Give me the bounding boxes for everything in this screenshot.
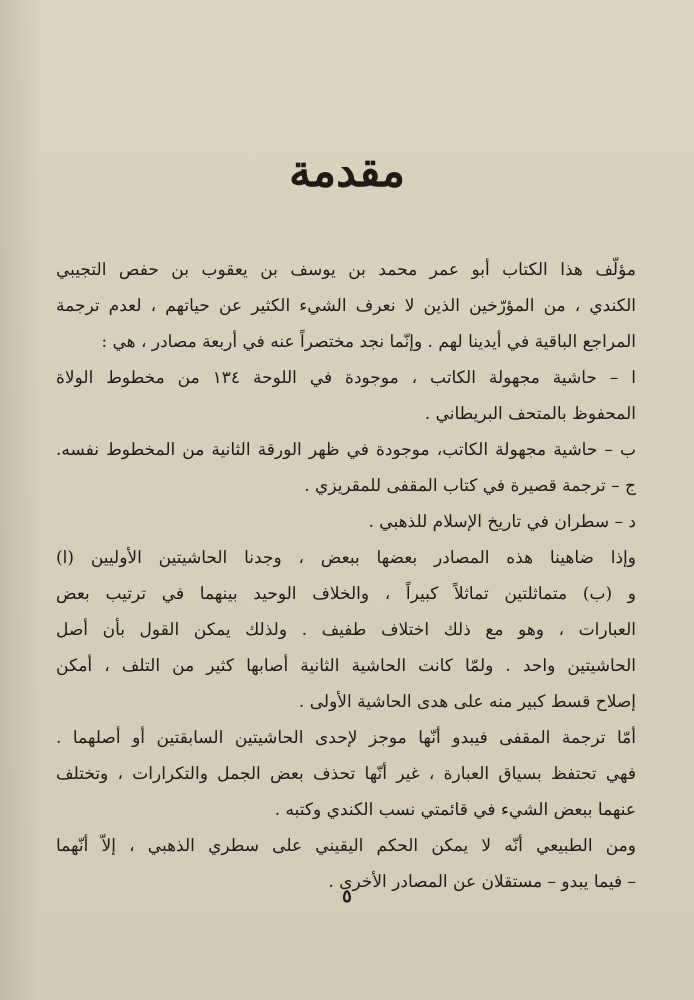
list-item-b: ب – حاشية مجهولة الكاتب، موجودة في ظهر الورقة الثانية من المخطوط نفسه. xyxy=(56,440,636,460)
text-line: ومن الطبيعي أنّه لا يمكن الحكم اليقيني على سطري الذهبي ، إلاّ أنّهما xyxy=(56,836,636,856)
text-line: عنهما ببعض الشيء في قائمتي نسب الكندي وكتبه . xyxy=(274,800,636,820)
page-number: ٥ xyxy=(342,886,352,907)
list-item-c: ج – ترجمة قصيرة في كتاب المقفى للمقريزي . xyxy=(304,476,636,496)
text-line: المراجع الباقية في أيدينا لهم . وإنّما نجد مختصراً عنه في أربعة مصادر ، هي : xyxy=(101,332,636,352)
text-line: الحاشيتين واحد . ولمّا كانت الحاشية الثانية أصابها كثير من التلف ، أمكن xyxy=(56,656,636,676)
text-line: الكندي ، من المؤرّخين الذين لا نعرف الشيء الكثير عن حياتهم ، لعدم ترجمة xyxy=(56,296,636,316)
list-item-d: د – سطران في تاريخ الإسلام للذهبي . xyxy=(368,512,636,532)
text-line: فهي تحتفظ بسياق العبارة ، غير أنّها تحذف بعض الجمل والتكرارات ، وتختلف xyxy=(56,764,636,784)
text-line: – فيما يبدو – مستقلان عن المصادر الأخرى . xyxy=(328,872,636,892)
list-item-a-continued: المحفوظ بالمتحف البريطاني . xyxy=(424,404,636,424)
text-line: العبارات ، وهو مع ذلك اختلاف طفيف . ولذلك يمكن القول بأن أصل xyxy=(56,620,636,640)
list-item-a: ا – حاشية مجهولة الكاتب ، موجودة في اللوحة ١٣٤ من مخطوط الولاة xyxy=(56,368,636,388)
text-line: وإذا ضاهينا هذه المصادر بعضها ببعض ، وجدنا الحاشيتين الأوليين (ا) xyxy=(56,548,636,568)
text-body xyxy=(56,252,636,900)
text-line: و (ب) متماثلتين تماثلاً كبيراً ، والخلاف الوحيد بينهما في ترتيب بعض xyxy=(56,584,636,604)
text-line: أمّا ترجمة المقفى فيبدو أنّها موجز لإحدى الحاشيتين السابقتين أو أصلهما . xyxy=(56,728,636,748)
page-title: مقدمة xyxy=(288,146,406,197)
text-line: مؤلّف هذا الكتاب أبو عمر محمد بن يوسف بن يعقوب بن حفص التجيبي xyxy=(56,260,636,280)
text-line: إصلاح قسط كبير منه على هدى الحاشية الأولى . xyxy=(298,692,636,712)
